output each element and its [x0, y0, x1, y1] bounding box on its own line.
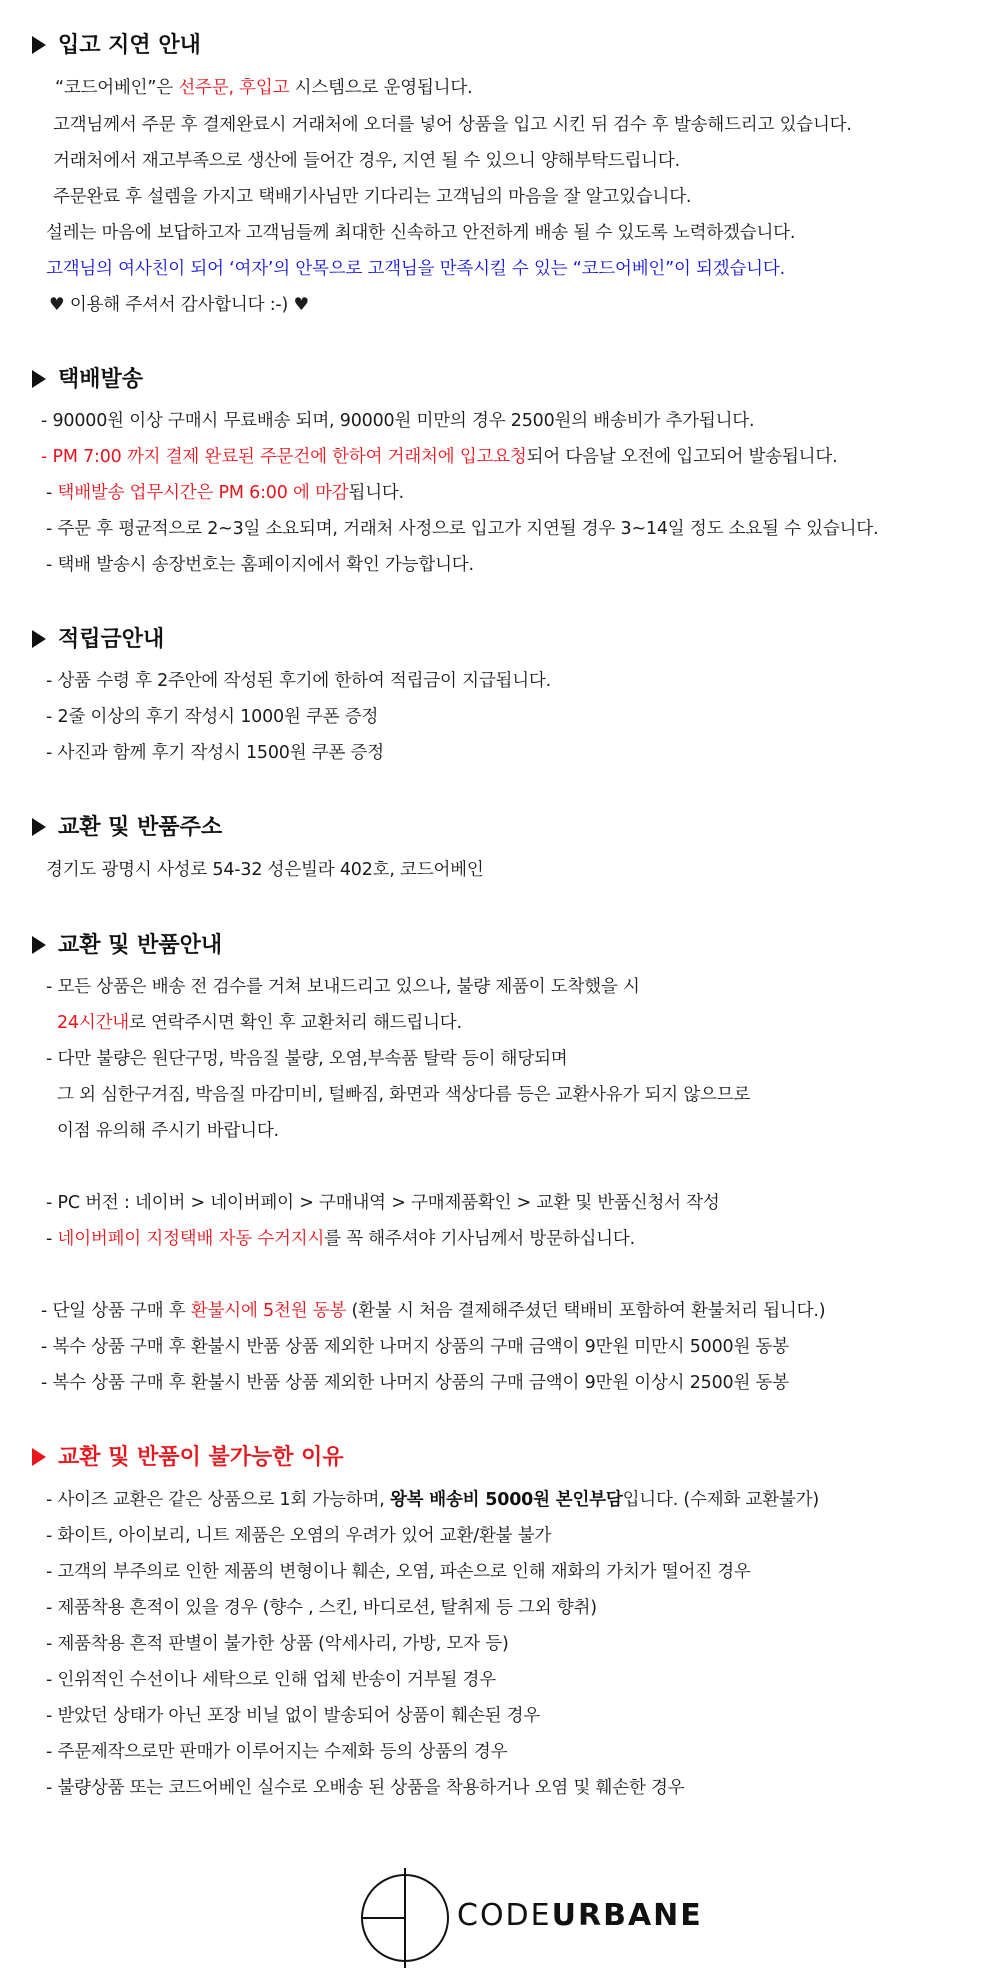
- exchange-heading: [32, 928, 222, 959]
- exchange-line-10: - 복수 상품 구매 후 환불시 반품 상품 제외한 나머지 상품의 구매 금액이 9만원 이상시 2500원 동봉: [41, 1373, 789, 1393]
- points-line-3: - 사진과 함께 후기 작성시 1500원 쿠폰 증정: [46, 743, 384, 763]
- points-title: 적립금안내: [58, 627, 165, 652]
- exchange-line-2: [57, 1009, 462, 1034]
- triangle-right-icon: [32, 818, 46, 836]
- exchange-line-3: - 다만 불량은 원단구멍, 박음질 불량, 오염,부속품 탈락 등이 해당되며: [46, 1049, 568, 1069]
- exchange-line-5: 이점 유의해 주시기 바랍니다.: [57, 1121, 279, 1141]
- logo-mark-icon: [360, 1858, 450, 1978]
- exchange-line-4: 그 외 심한구겨짐, 박음질 마감미비, 털빠짐, 화면과 색상다름 등은 교환사유가 되지 않으므로: [57, 1085, 751, 1105]
- shipping-line-5: - 택배 발송시 송장번호는 홈페이지에서 확인 가능합니다.: [46, 555, 474, 575]
- noreturn-line-5: - 제품착용 흔적 판별이 불가한 상품 (악세사리, 가방, 모자 등): [46, 1634, 509, 1654]
- noreturn-line-3: - 고객의 부주의로 인한 제품의 변형이나 훼손, 오염, 파손으로 인해 재화의 가치가 떨어진 경우: [46, 1562, 751, 1582]
- text: - 단일 상품 구매 후: [41, 1301, 191, 1321]
- bold-text: 왕복 배송비 5000원 본인부담: [389, 1490, 623, 1510]
- text: 를 꼭 해주셔야 기사님께서 방문하십니다.: [324, 1229, 635, 1249]
- noreturn-title: 교환 및 반품이 불가능한 이유: [58, 1445, 344, 1470]
- text: -: [46, 483, 58, 503]
- highlight-text: - PM 7:00 까지 결제 완료된 주문건에 한하여 거래처에 입고요청: [41, 447, 527, 467]
- text: - 사이즈 교환은 같은 상품으로 1회 가능하며,: [46, 1490, 390, 1510]
- noreturn-heading: [32, 1440, 344, 1471]
- exchange-line-8: [41, 1297, 825, 1322]
- delay-line-4: 주문완료 후 설렘을 가지고 택배기사님만 기다리는 고객님의 마음을 잘 알고있습니다.: [53, 187, 692, 207]
- triangle-right-icon: [32, 936, 46, 954]
- delay-line-7: ♥ 이용해 주셔서 감사합니다 :-) ♥: [49, 295, 309, 315]
- logo-wordmark: [457, 1898, 703, 1933]
- shipping-line-2: [41, 443, 837, 468]
- address-heading: [32, 810, 222, 841]
- highlight-text: 24시간내: [57, 1013, 129, 1033]
- shipping-heading: [32, 362, 143, 393]
- text: -: [46, 1229, 58, 1249]
- address-line-1: 경기도 광명시 사성로 54-32 성은빌라 402호, 코드어베인: [46, 860, 484, 880]
- delay-line-3: 거래처에서 재고부족으로 생산에 들어간 경우, 지연 될 수 있으니 양해부탁드립니다.: [53, 151, 680, 171]
- triangle-right-icon: [32, 630, 46, 648]
- shipping-line-3: [46, 479, 404, 504]
- delay-line-2: 고객님께서 주문 후 결제완료시 거래처에 오더를 넣어 상품을 입고 시킨 뒤 검수 후 발송해드리고 있습니다.: [53, 115, 852, 135]
- text: 됩니다.: [348, 483, 404, 503]
- delay-title: 입고 지연 안내: [58, 33, 201, 58]
- codeurbane-logo: [360, 1858, 703, 1978]
- points-line-1: - 상품 수령 후 2주안에 작성된 후기에 한하여 적립금이 지급됩니다.: [46, 671, 552, 691]
- noreturn-line-9: - 불량상품 또는 코드어베인 실수로 오배송 된 상품을 착용하거나 오염 및 훼손한 경우: [46, 1778, 685, 1798]
- points-line-2: - 2줄 이상의 후기 작성시 1000원 쿠폰 증정: [46, 707, 379, 727]
- delay-line-1: [55, 74, 472, 99]
- text: 되어 다음날 오전에 입고되어 발송됩니다.: [526, 447, 838, 467]
- text: (환불 시 처음 결제해주셨던 택배비 포함하여 환불처리 됩니다.): [346, 1301, 826, 1321]
- text: 시스템으로 운영됩니다.: [289, 78, 473, 98]
- noreturn-line-4: - 제품착용 흔적이 있을 경우 (향수 , 스킨, 바디로션, 탈취제 등 그외 향취): [46, 1598, 597, 1618]
- noreturn-line-6: - 인위적인 수선이나 세탁으로 인해 업체 반송이 거부될 경우: [46, 1670, 496, 1690]
- exchange-line-7: [46, 1225, 635, 1250]
- points-heading: [32, 622, 164, 653]
- delay-line-5: 설레는 마음에 보답하고자 고객님들께 최대한 신속하고 안전하게 배송 될 수 있도록 노력하겠습니다.: [46, 223, 796, 243]
- noreturn-line-7: - 받았던 상태가 아닌 포장 비닐 없이 발송되어 상품이 훼손된 경우: [46, 1706, 541, 1726]
- exchange-title: 교환 및 반품안내: [58, 933, 223, 958]
- triangle-right-icon: [32, 1448, 46, 1466]
- noreturn-line-1: [46, 1486, 819, 1511]
- delay-heading: [32, 28, 201, 59]
- shipping-line-4: - 주문 후 평균적으로 2~3일 소요되며, 거래처 사정으로 입고가 지연될 경우 3~14일 정도 소요될 수 있습니다.: [46, 519, 879, 539]
- text: “코드어베인”은: [55, 78, 179, 98]
- noreturn-line-2: - 화이트, 아이보리, 니트 제품은 오염의 우려가 있어 교환/환불 불가: [46, 1526, 552, 1546]
- highlight-text: 환불시에 5천원 동봉: [190, 1301, 347, 1321]
- text: 입니다. (수제화 교환불가): [622, 1490, 819, 1510]
- delay-line-6: 고객님의 여사친이 되어 ‘여자’의 안목으로 고객님을 만족시킬 수 있는 “코드어베인”이 되겠습니다.: [46, 259, 785, 279]
- logo-text-urbane: URBANE: [551, 1898, 703, 1933]
- exchange-line-9: - 복수 상품 구매 후 환불시 반품 상품 제외한 나머지 상품의 구매 금액이 9만원 미만시 5000원 동봉: [41, 1337, 789, 1357]
- highlight-text: 선주문, 후입고: [178, 78, 290, 98]
- logo-text-code: CODE: [457, 1898, 552, 1933]
- address-title: 교환 및 반품주소: [58, 815, 223, 840]
- highlight-text: 택배발송 업무시간은 PM 6:00 에 마감: [57, 483, 349, 503]
- shipping-title: 택배발송: [58, 367, 144, 392]
- exchange-line-6: - PC 버전 : 네이버 > 네이버페이 > 구매내역 > 구매제품확인 > 교환 및 반품신청서 작성: [46, 1193, 720, 1213]
- exchange-line-1: - 모든 상품은 배송 전 검수를 거쳐 보내드리고 있으나, 불량 제품이 도착했을 시: [46, 977, 640, 997]
- noreturn-line-8: - 주문제작으로만 판매가 이루어지는 수제화 등의 상품의 경우: [46, 1742, 508, 1762]
- triangle-right-icon: [32, 370, 46, 388]
- highlight-text: 네이버페이 지정택배 자동 수거지시: [57, 1229, 325, 1249]
- shipping-line-1: - 90000원 이상 구매시 무료배송 되며, 90000원 미만의 경우 2500원의 배송비가 추가됩니다.: [41, 411, 755, 431]
- triangle-right-icon: [32, 36, 46, 54]
- text: 로 연락주시면 확인 후 교환처리 해드립니다.: [128, 1013, 462, 1033]
